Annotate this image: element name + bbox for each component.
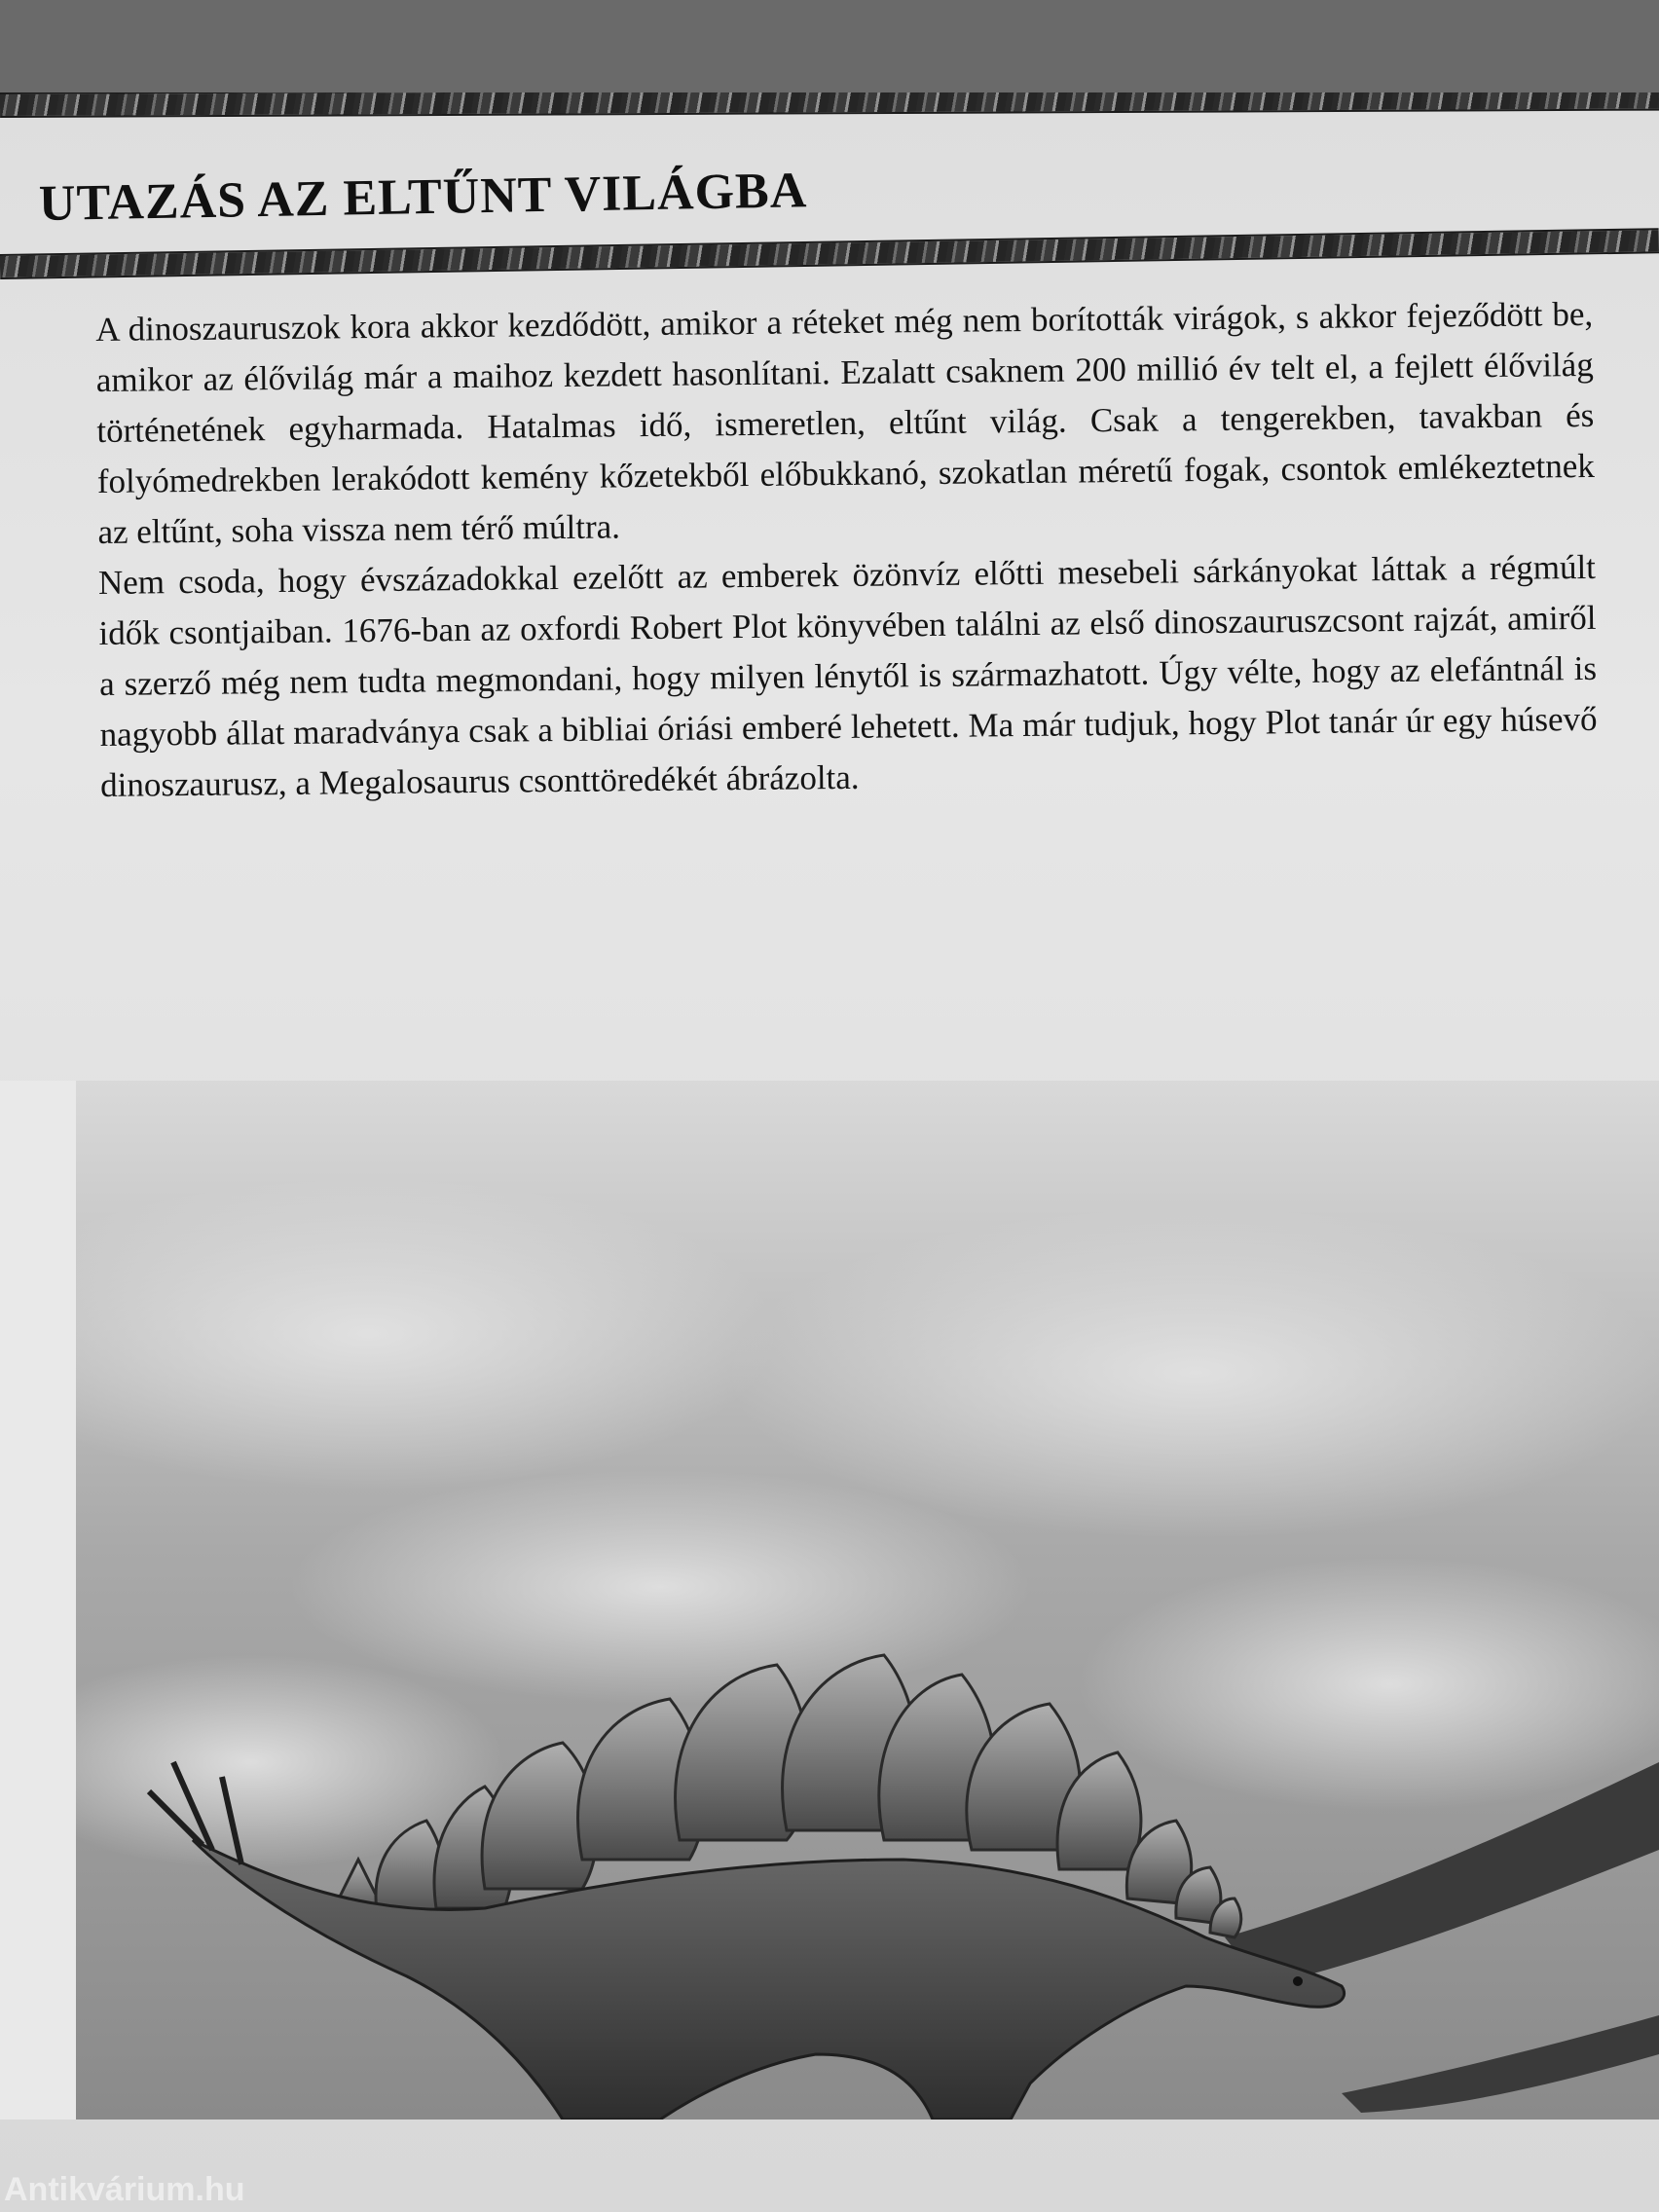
stegosaurus-illustration: [76, 1081, 1659, 2120]
stegosaurus-eye: [1293, 1976, 1303, 1986]
page-title: UTAZÁS AZ ELTŰNT VILÁGBA: [38, 163, 808, 232]
page-margin: [0, 1081, 76, 2120]
decorative-border-title: [0, 228, 1659, 279]
paragraph-1: A dinoszauruszok kora akkor kezdődött, amikor a réteket még nem borították virágok, s akkor fejeződött be, amikor az élővilág már a maihoz kezdett hasonlítani. Ezalatt csaknem 200 millió év telt el, a fejlett élővilág történetének egyharmada. Hatalmas idő, ismeretlen, eltűnt világ. Csak a tengerekben, tavakban és folyómedrekben lerakódott kemény kőzetekből előbukkanó, szokatlan méretű fogak, csontok emlékeztetnek az eltűnt, soha vissza nem térő múltra.: [95, 294, 1596, 551]
decorative-border-top: [0, 92, 1659, 118]
cloud: [290, 1470, 1030, 1704]
body-text: [95, 289, 1598, 811]
paragraph-2: Nem csoda, hogy évszázadokkal ezelőtt az emberek özönvíz előtti mesebeli sárkányokat láttak a régmúlt idők csontjaiban. 1676-ban az oxfordi Robert Plot könyvében találni az első dinoszauruszcsont rajzát, amiről a szerző még nem tudta megmondani, hogy milyen lénytől is származhatott. Úgy vélte, hogy az elefántnál is nagyobb állat maradványa csak a bibliai óriási emberé lehetett. Ma már tudjuk, hogy Plot tanár úr egy húsevő dinoszaurusz, a Megalosaurus csonttöredékét ábrázolta.: [97, 547, 1598, 804]
cloud: [728, 1207, 1659, 1538]
watermark-text: Antikvárium.hu: [4, 2171, 245, 2208]
